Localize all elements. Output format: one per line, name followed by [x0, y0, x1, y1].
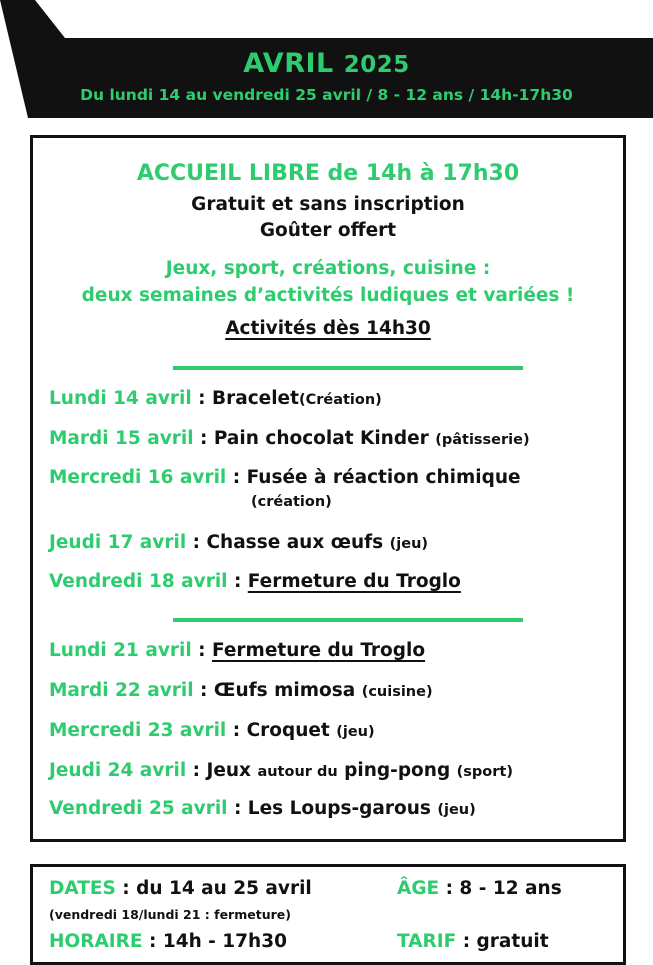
row-sep: : — [227, 571, 248, 592]
age-value: : 8 - 12 ans — [439, 878, 562, 899]
gratuit-text: Gratuit et sans inscription — [191, 194, 465, 215]
activites-heading — [33, 318, 623, 339]
banner-subtitle: Du lundi 14 au vendredi 25 avril / 8 - 12 ans / 14h-17h30 — [80, 86, 573, 104]
day-label: Mercredi 16 avril — [49, 467, 227, 488]
row-sep: : — [193, 680, 214, 701]
banner-month: AVRIL — [243, 48, 334, 79]
dates-label: DATES — [49, 878, 116, 899]
activity-category: (jeu) — [437, 802, 476, 818]
schedule-row — [49, 640, 425, 661]
jeux-line-1: Jeux, sport, créations, cuisine : — [165, 258, 491, 279]
horaire-info — [49, 931, 287, 952]
info-box — [30, 864, 626, 965]
activity-name: Croquet — [246, 720, 330, 741]
row-sep: : — [226, 720, 247, 741]
activity-name: Chasse aux œufs — [206, 532, 384, 553]
row-sep: : — [191, 388, 212, 409]
activity-category: (sport) — [456, 764, 513, 780]
schedule-row — [49, 680, 433, 701]
activity-name: Bracelet — [211, 388, 299, 409]
activity-category: (jeu) — [389, 536, 429, 552]
activity-name: Fermeture du Troglo — [247, 571, 461, 592]
row-sep: : — [186, 760, 207, 781]
row-sep: : — [226, 467, 247, 488]
schedule-row — [49, 532, 428, 553]
dates-value: : du 14 au 25 avril — [115, 878, 312, 899]
dates-info — [49, 878, 312, 899]
activity-name: Œufs mimosa — [213, 680, 356, 701]
day-label: Mardi 15 avril — [49, 428, 194, 449]
row-sep: : — [186, 532, 207, 553]
program-box — [30, 135, 626, 842]
row-sep: : — [227, 798, 248, 819]
row-sep: : — [193, 428, 214, 449]
activity-name: Jeux — [206, 760, 251, 781]
separator-2 — [173, 618, 523, 622]
age-label: ÂGE — [397, 878, 440, 899]
activity-name: Les Loups-garous — [247, 798, 431, 819]
day-label: Vendredi 18 avril — [49, 571, 228, 592]
horaire-label: HORAIRE — [49, 931, 143, 952]
tarif-value: : gratuit — [456, 931, 549, 952]
schedule-row — [49, 571, 461, 592]
gouter-text: Goûter offert — [259, 220, 397, 241]
activity-name: Pain chocolat Kinder — [213, 428, 429, 449]
schedule-row — [49, 388, 382, 409]
activity-end: ping-pong — [344, 760, 451, 781]
banner-year: 2025 — [343, 52, 410, 78]
tarif-info — [397, 931, 549, 952]
tarif-label: TARIF — [397, 931, 457, 952]
day-label: Jeudi 24 avril — [49, 760, 187, 781]
header-banner — [0, 0, 653, 118]
activity-category: (jeu) — [336, 724, 375, 740]
day-label: Lundi 21 avril — [49, 640, 192, 661]
schedule-row — [49, 467, 521, 488]
schedule-row — [49, 428, 530, 449]
day-label: Vendredi 25 avril — [49, 798, 228, 819]
row-sep: : — [191, 640, 212, 661]
day-label: Mardi 22 avril — [49, 680, 194, 701]
schedule-row — [49, 760, 513, 781]
activites-text: Activités dès 14h30 — [225, 318, 431, 339]
accueil-heading: ACCUEIL LIBRE de 14h à 17h30 — [136, 161, 520, 186]
activity-category: (Création) — [298, 392, 382, 408]
dates-note: (vendredi 18/lundi 21 : fermeture) — [49, 907, 291, 922]
activity-name: Fusée à réaction chimique — [246, 467, 521, 488]
activity-category: (cuisine) — [361, 684, 433, 700]
activity-category: (pâtisserie) — [435, 432, 530, 448]
horaire-value: : 14h - 17h30 — [142, 931, 287, 952]
day-label: Mercredi 23 avril — [49, 720, 227, 741]
jeux-line-2: deux semaines d’activités ludiques et variées ! — [81, 285, 575, 306]
day-label: Lundi 14 avril — [49, 388, 192, 409]
schedule-row — [49, 720, 375, 741]
activity-category: (création) — [251, 494, 332, 510]
activity-name: Fermeture du Troglo — [211, 640, 426, 661]
age-info — [397, 878, 562, 899]
separator-1 — [173, 366, 523, 370]
banner-title — [0, 48, 653, 79]
schedule-row — [49, 798, 476, 819]
activity-mid: autour du — [257, 764, 338, 780]
day-label: Jeudi 17 avril — [49, 532, 187, 553]
